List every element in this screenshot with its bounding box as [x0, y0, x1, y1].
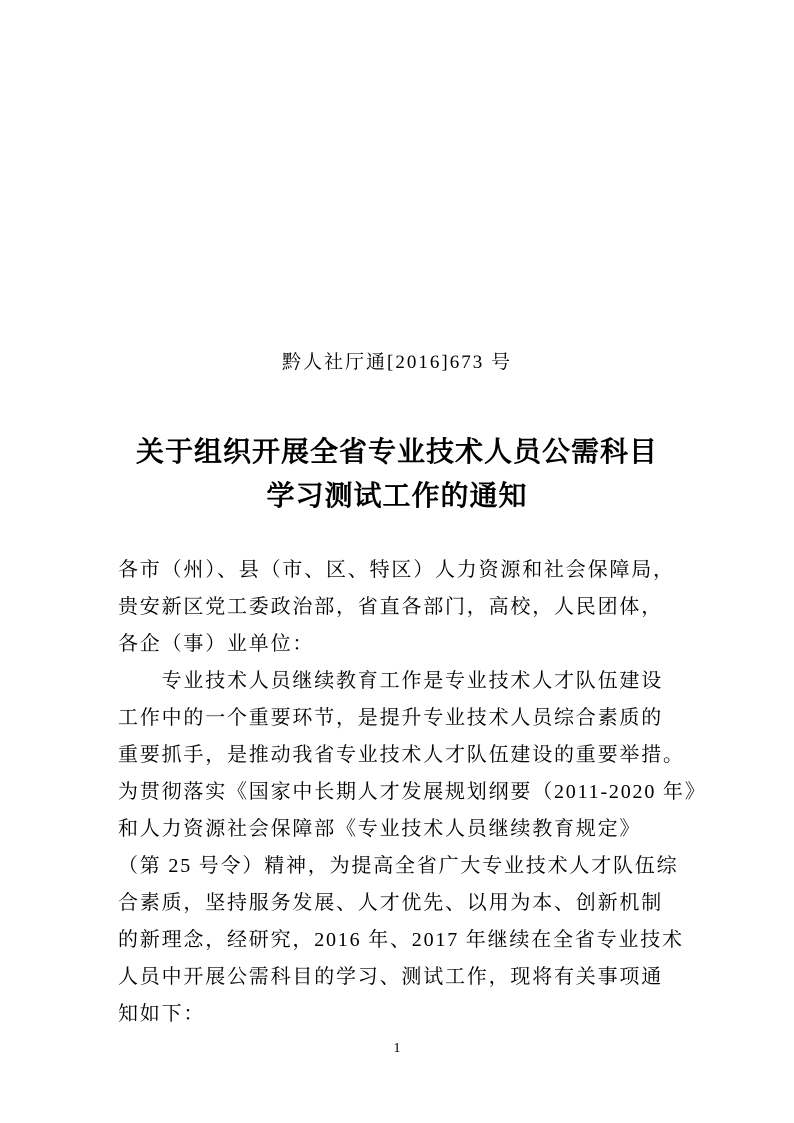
- body-line: 为贯彻落实《国家中长期人才发展规划纲要（2011-2020 年》: [118, 781, 707, 803]
- body-line: 和人力资源社会保障部《专业技术人员继续教育规定》: [118, 818, 642, 840]
- title-line-2: 学习测试工作的通知: [266, 480, 528, 511]
- document-body: [118, 552, 707, 1033]
- body-line: 知如下：: [118, 1003, 206, 1025]
- body-line: 专业技术人员继续教育工作是专业技术人才队伍建设: [118, 670, 663, 692]
- title-line-1: 关于组织开展全省专业技术人员公需科目: [135, 436, 658, 467]
- body-line: （第 25 号令）精神，为提高全省广大专业技术人才队伍综: [118, 855, 679, 877]
- document-title: [0, 430, 794, 518]
- body-line: 贵安新区党工委政治部，省直各部门，高校，人民团体，: [118, 596, 663, 618]
- body-line: 人员中开展公需科目的学习、测试工作，现将有关事项通: [118, 966, 663, 988]
- body-line: 各市（州）、县（市、区、特区）人力资源和社会保障局，: [118, 559, 675, 581]
- body-line: 各企（事）业单位：: [118, 633, 315, 655]
- body-line: 重要抓手，是推动我省专业技术人才队伍建设的重要举措。: [118, 744, 685, 766]
- body-line: 合素质，坚持服务发展、人才优先、以用为本、创新机制: [118, 892, 663, 914]
- body-line: 工作中的一个重要环节，是提升专业技术人员综合素质的: [118, 707, 663, 729]
- body-line: 的新理念，经研究，2016 年、2017 年继续在全省专业技术: [118, 929, 684, 951]
- page-number: 1: [393, 1041, 401, 1056]
- document-number: 黔人社厅通[2016]673 号: [282, 352, 512, 373]
